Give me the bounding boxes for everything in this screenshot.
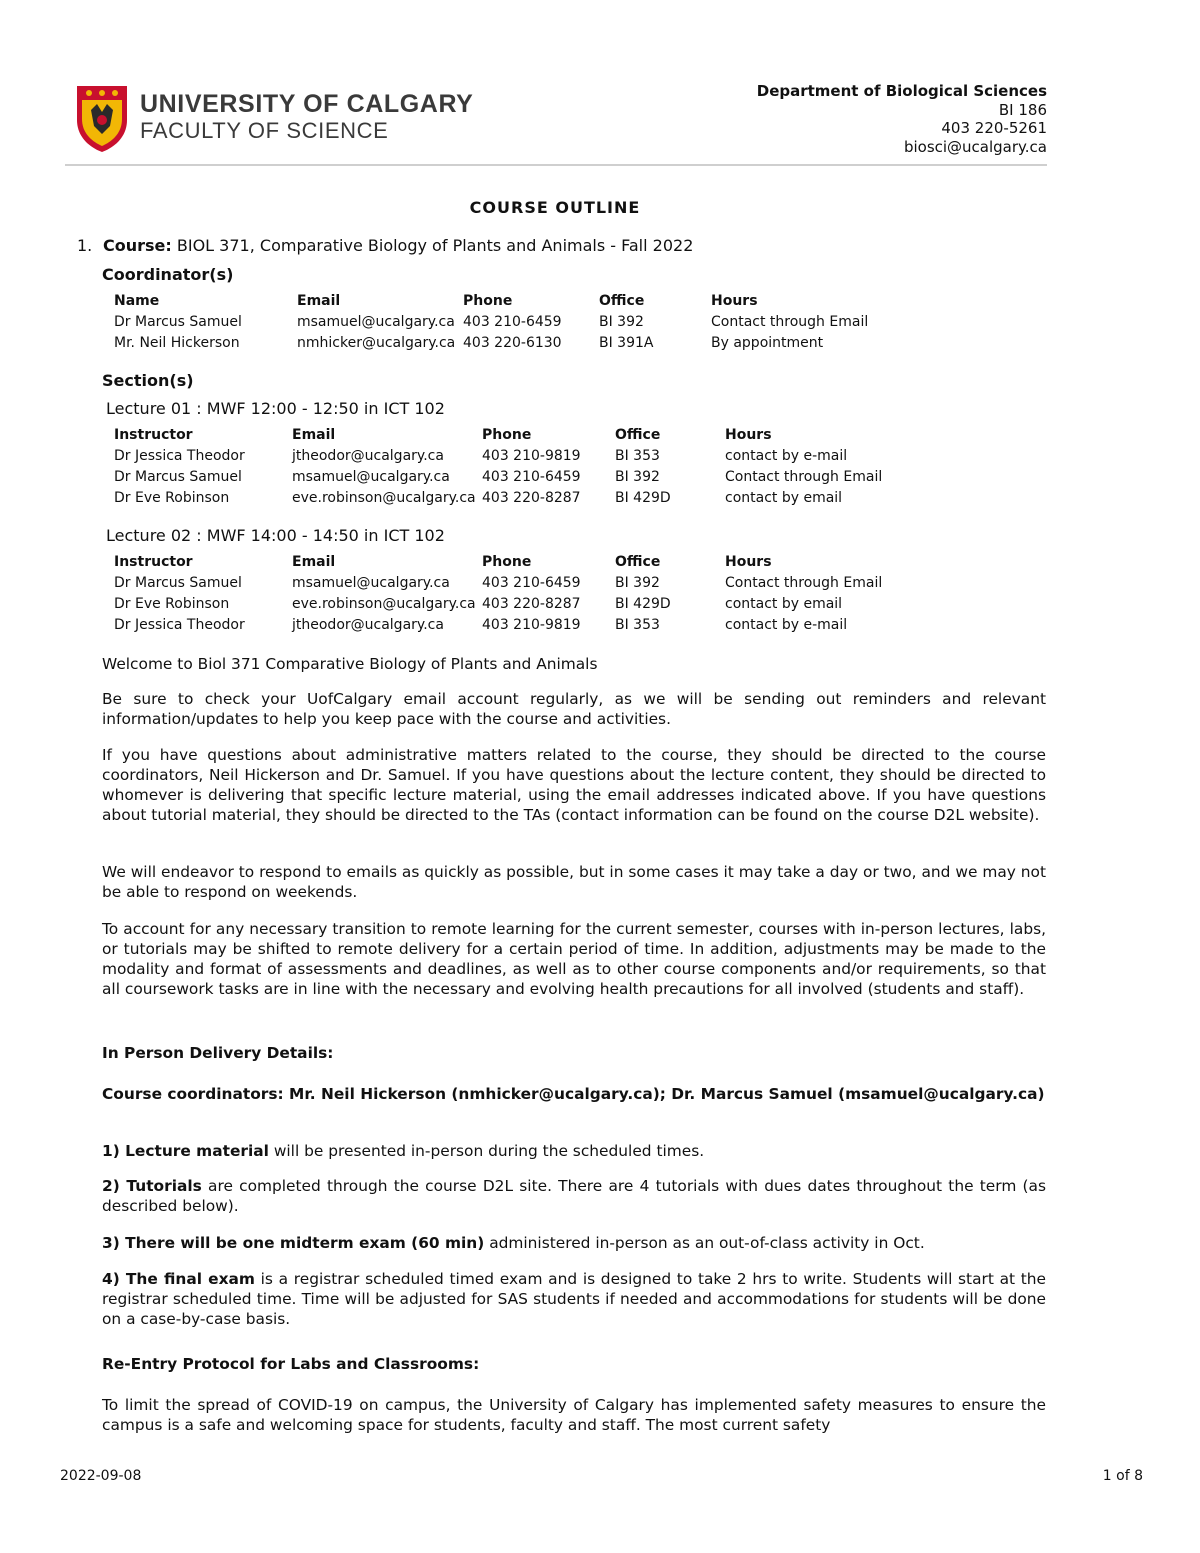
cell-email: msamuel@ucalgary.ca <box>292 574 450 591</box>
brand-wordmark <box>140 90 473 144</box>
table-row <box>114 311 891 332</box>
response-time-paragraph: We will endeavor to respond to emails as quickly as possible, but in some cases it may take a day or two, and we may not be able to respond on weekends. <box>102 863 1046 901</box>
column-header: Phone <box>482 426 532 443</box>
column-header: Hours <box>725 426 772 443</box>
cell-email: jtheodor@ucalgary.ca <box>292 616 444 633</box>
item-lecture-material <box>102 1141 1046 1161</box>
table-header-row <box>114 424 905 445</box>
item-final-exam-text: is a registrar scheduled timed exam and is designed to take 2 hrs to write. Students will start at the registrar scheduled time. Time will be adjusted for SAS students if needed and accommodations for students will be done on a case-by-case basis. <box>102 1270 1046 1328</box>
department-name: Department of Biological Sciences <box>756 82 1047 100</box>
cell-office: BI 429D <box>615 595 671 612</box>
cell-office: BI 353 <box>615 616 660 633</box>
cell-hours: contact by email <box>725 489 843 506</box>
lecture-01-title: Lecture 01 : MWF 12:00 - 12:50 in ICT 102 <box>106 399 445 418</box>
column-header: Office <box>599 292 645 309</box>
sections-heading: Section(s) <box>102 371 194 390</box>
column-header: Phone <box>482 553 532 570</box>
reentry-heading-text: Re-Entry Protocol for Labs and Classrooms: <box>102 1355 480 1373</box>
item-midterm-bold: 3) There will be one midterm exam (60 min) <box>102 1234 485 1252</box>
table-row <box>114 466 905 487</box>
table-header-row <box>114 290 891 311</box>
department-room: BI 186 <box>998 100 1047 119</box>
department-email: biosci@ucalgary.ca <box>903 137 1047 156</box>
page-title: COURSE OUTLINE <box>469 198 641 217</box>
cell-instructor: Dr Eve Robinson <box>114 595 230 612</box>
cell-instructor: Dr Eve Robinson <box>114 489 230 506</box>
table-row <box>114 445 905 466</box>
column-header: Office <box>615 553 661 570</box>
coordinators-heading: Coordinator(s) <box>102 265 234 284</box>
cell-office: BI 392 <box>615 574 660 591</box>
letterhead <box>65 78 1047 164</box>
university-name: UNIVERSITY OF CALGARY <box>140 90 474 118</box>
cell-instructor: Dr Marcus Samuel <box>114 574 242 591</box>
cell-hours: Contact through Email <box>725 574 883 591</box>
course-line <box>77 236 693 255</box>
cell-email: msamuel@ucalgary.ca <box>297 313 455 330</box>
item-midterm-text: administered in-person as an out-of-class activity in Oct. <box>484 1234 925 1252</box>
item-midterm <box>102 1233 1046 1253</box>
cell-phone: 403 210-6459 <box>463 313 562 330</box>
cell-office: BI 353 <box>615 447 660 464</box>
covid-paragraph: To limit the spread of COVID-19 on campus, the University of Calgary has implemented safety measures to ensure the campus is a safe and welcoming space for students, faculty and staff. The most current safety <box>102 1396 1046 1434</box>
column-header: Email <box>292 426 336 443</box>
cell-office: BI 392 <box>599 313 644 330</box>
column-header: Name <box>114 292 160 309</box>
cell-name: Mr. Neil Hickerson <box>114 334 240 351</box>
department-phone: 403 220-5261 <box>941 119 1047 137</box>
cell-office: BI 429D <box>615 489 671 506</box>
cell-email: msamuel@ucalgary.ca <box>292 468 450 485</box>
table-row <box>114 332 891 353</box>
cell-phone: 403 210-9819 <box>482 616 581 633</box>
column-header: Instructor <box>114 426 193 443</box>
cell-hours: contact by e-mail <box>725 447 848 464</box>
coordinators-paragraph <box>102 1084 1046 1104</box>
lecture-02-title: Lecture 02 : MWF 14:00 - 14:50 in ICT 102 <box>106 526 445 545</box>
faculty-name: FACULTY OF SCIENCE <box>140 118 389 143</box>
cell-instructor: Dr Jessica Theodor <box>114 447 245 464</box>
cell-email: jtheodor@ucalgary.ca <box>292 447 444 464</box>
cell-email: nmhicker@ucalgary.ca <box>297 334 456 351</box>
column-header: Office <box>615 426 661 443</box>
column-header: Instructor <box>114 553 193 570</box>
item-final-exam-bold: 4) The final exam <box>102 1270 255 1288</box>
cell-office: BI 391A <box>599 334 654 351</box>
cell-instructor: Dr Jessica Theodor <box>114 616 245 633</box>
cell-name: Dr Marcus Samuel <box>114 313 242 330</box>
cell-email: eve.robinson@ucalgary.ca <box>292 595 476 612</box>
footer-page-number: 1 of 8 <box>1102 1468 1143 1484</box>
cell-hours: Contact through Email <box>711 313 869 330</box>
column-header: Email <box>297 292 341 309</box>
course-number: 1. <box>77 236 93 255</box>
cell-phone: 403 210-6459 <box>482 574 581 591</box>
table-row <box>114 487 905 508</box>
column-header: Phone <box>463 292 513 309</box>
cell-office: BI 392 <box>615 468 660 485</box>
cell-phone: 403 220-8287 <box>482 595 581 612</box>
department-contact <box>757 82 1047 156</box>
footer-date: 2022-09-08 <box>60 1468 142 1484</box>
coordinators-table <box>114 290 891 353</box>
cell-hours: contact by e-mail <box>725 616 848 633</box>
table-row <box>114 572 905 593</box>
item-tutorials-text: are completed through the course D2L site. There are 4 tutorials with dues dates throughout the term (as described below). <box>102 1177 1046 1215</box>
header-divider <box>65 164 1047 166</box>
remote-learning-paragraph: To account for any necessary transition to remote learning for the current semester, courses with in-person lectures, labs, or tutorials may be shifted to remote delivery for a certain period of time. In addition, adjustments may be made to the modality and format of assessments and deadlines, as well as to other course components and/or requirements, so that all coursework tasks are in line with the necessary and evolving health precautions for all involved (students and staff). <box>102 920 1046 998</box>
coordinators-bold-text: Course coordinators: Mr. Neil Hickerson (nmhicker@ucalgary.ca); Dr. Marcus Samuel (msamuel@ucalgary.ca) <box>102 1085 1045 1103</box>
cell-email: eve.robinson@ucalgary.ca <box>292 489 476 506</box>
welcome-paragraph: Welcome to Biol 371 Comparative Biology of Plants and Animals <box>102 655 598 673</box>
course-text: BIOL 371, Comparative Biology of Plants and Animals - Fall 2022 <box>176 236 694 255</box>
university-crest-logo <box>73 82 131 154</box>
cell-phone: 403 220-8287 <box>482 489 581 506</box>
cell-hours: contact by email <box>725 595 843 612</box>
reentry-heading <box>102 1354 1046 1374</box>
item-final-exam <box>102 1269 1046 1329</box>
delivery-heading <box>102 1043 1046 1063</box>
lecture-01-table <box>114 424 905 508</box>
cell-phone: 403 210-9819 <box>482 447 581 464</box>
cell-hours: By appointment <box>711 334 824 351</box>
table-header-row <box>114 551 905 572</box>
column-header: Hours <box>711 292 758 309</box>
course-label: Course: <box>103 236 172 255</box>
email-paragraph: Be sure to check your UofCalgary email account regularly, as we will be sending out reminders and relevant information/updates to help you keep pace with the course and activities. <box>102 690 1046 728</box>
column-header: Email <box>292 553 336 570</box>
cell-phone: 403 220-6130 <box>463 334 562 351</box>
delivery-heading-text: In Person Delivery Details: <box>102 1044 334 1062</box>
item-lecture-material-bold: 1) Lecture material <box>102 1142 269 1160</box>
lecture-02-table <box>114 551 905 635</box>
questions-paragraph: If you have questions about administrative matters related to the course, they should be directed to the course coordinators, Neil Hickerson and Dr. Samuel. If you have questions about the lecture content, they should be directed to whomever is delivering that specific lecture material, using the email addresses indicated above. If you have questions about tutorial material, they should be directed to the TAs (contact information can be found on the course D2L website). <box>102 746 1046 824</box>
column-header: Hours <box>725 553 772 570</box>
cell-hours: Contact through Email <box>725 468 883 485</box>
cell-phone: 403 210-6459 <box>482 468 581 485</box>
item-tutorials-bold: 2) Tutorials <box>102 1177 202 1195</box>
table-row <box>114 614 905 635</box>
table-row <box>114 593 905 614</box>
cell-instructor: Dr Marcus Samuel <box>114 468 242 485</box>
item-tutorials <box>102 1176 1046 1216</box>
item-lecture-material-text: will be presented in-person during the scheduled times. <box>268 1142 705 1160</box>
